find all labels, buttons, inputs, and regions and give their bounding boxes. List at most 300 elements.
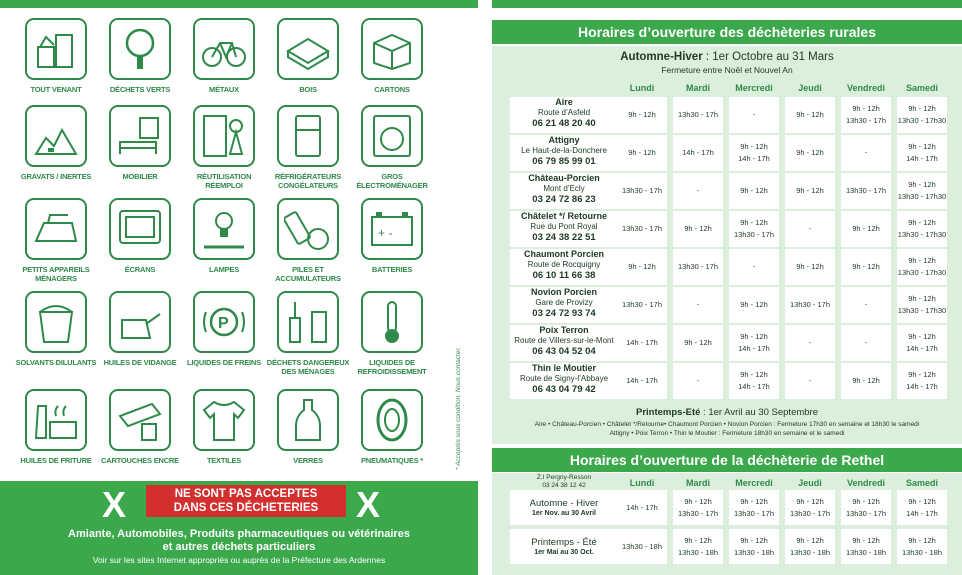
time-slot-line: 9h - 12h (908, 256, 936, 265)
waste-category (98, 198, 182, 274)
spring-note-2: Attigny • Poix Terron • Thin le Moutier : Fermeture 18h30 en semaine et le samedi (609, 430, 845, 437)
time-slot-line: 9h - 12h (852, 224, 880, 233)
time-slot-line: 9h - 12h (796, 535, 824, 545)
time-slot (673, 363, 723, 399)
waste-category (14, 198, 98, 283)
waste-category-label: BOIS (299, 85, 317, 94)
waste-category-label: GROS ÉLECTROMÉNAGER (356, 172, 428, 190)
time-slot-line: 9h - 12h (628, 110, 656, 119)
time-slot-line: 13h30 - 17h (733, 508, 775, 518)
time-slot-line: 9h - 12h (740, 300, 768, 309)
day-header: Mercredi (735, 83, 773, 93)
waste-category (350, 18, 434, 94)
time-slot-line: 13h30 - 17h (789, 300, 831, 309)
rethel-time-slot (729, 529, 779, 564)
time-slot (841, 173, 891, 209)
waste-category (182, 105, 266, 190)
brake-fluid-icon (193, 291, 255, 353)
time-slot-line: - (696, 300, 700, 309)
cabinet-doll-icon (193, 105, 255, 167)
batteries-icon (277, 198, 339, 260)
waste-category (350, 291, 434, 376)
waste-category-label: TEXTILES (206, 456, 242, 465)
time-slot (785, 325, 835, 361)
time-slot-line: 9h - 12h (796, 186, 824, 195)
site-name: Poix Terron (539, 325, 589, 335)
time-slot-line: 9h - 12h (796, 110, 824, 119)
not-accepted-title-line1: NE SONT PAS ACCEPTES (174, 488, 318, 500)
time-slot-line: 14h - 17h (906, 382, 938, 391)
site-phone: 06 79 85 99 01 (532, 155, 596, 167)
rethel-time-slot (841, 529, 891, 564)
time-slot-line: - (808, 224, 812, 233)
time-slot-line: 14h - 17h (626, 376, 658, 385)
waste-category (98, 291, 182, 367)
time-slot-line: 14h - 17h (738, 344, 770, 353)
rethel-time-slot (729, 490, 779, 525)
time-slot (897, 97, 947, 133)
time-slot-line: 9h - 12h (852, 496, 880, 506)
tire-icon (361, 389, 423, 451)
pallet-icon (277, 18, 339, 80)
time-slot-line: - (864, 300, 868, 309)
site-phone: 06 43 04 52 04 (532, 345, 596, 357)
time-slot-line: 13h30 - 17h (845, 116, 887, 125)
site-cell (510, 325, 618, 361)
time-slot-line: 9h - 12h (740, 535, 768, 545)
frying-oil-icon (25, 389, 87, 451)
season-title (492, 51, 962, 63)
accepted-waste-page (0, 0, 478, 575)
site-name: Aire (555, 97, 573, 107)
waste-category (182, 198, 266, 274)
time-slot-line: 13h30 - 17h30 (897, 268, 947, 277)
site-addr: Route de Villers-sur-le-Mont (514, 336, 614, 345)
waste-category-label: MÉTAUX (209, 85, 239, 94)
time-slot (841, 287, 891, 323)
time-slot-line: 14h - 17h (738, 154, 770, 163)
time-slot-line: - (808, 376, 812, 385)
rethel-address: Z.I Pergny-Resson (536, 474, 592, 481)
site-addr: Route de Rocquigny (527, 260, 601, 269)
waste-category-label: RÉFRIGÉRATEURS CONGÉLATEURS (274, 172, 342, 190)
spring-note-1: Aire • Château-Porcien • Châtelet */Retourne• Chaumont Porcien • Novion Porcien : Fermeture 17h30 en semaine et 18h30 le samedi (534, 421, 920, 428)
car-battery-icon (361, 198, 423, 260)
time-slot (673, 249, 723, 285)
ink-cartridge-icon (109, 389, 171, 451)
rethel-day-header: Lundi (629, 478, 655, 488)
closure-note: Fermeture entre Noël et Nouvel An (661, 65, 793, 75)
site-phone: 03 24 72 86 23 (532, 193, 596, 205)
time-slot-line: 9h - 12h (796, 262, 824, 271)
not-accepted-title-line2: DANS CES DÉCHETERIES (173, 502, 319, 514)
oil-can-icon (109, 291, 171, 353)
season-name: Automne-Hiver (620, 51, 703, 63)
spring-dates: : 1er Avril au 30 Septembre (700, 407, 818, 418)
time-slot-line: - (696, 186, 700, 195)
time-slot (673, 173, 723, 209)
site-addr: Rue du Pont Royal (530, 222, 598, 231)
time-slot (673, 287, 723, 323)
furniture-pile-icon (25, 18, 87, 80)
time-slot (841, 249, 891, 285)
time-slot-line: 13h30 - 17h (621, 224, 663, 233)
time-slot (841, 363, 891, 399)
time-slot-line: 9h - 12h (740, 496, 768, 506)
time-slot-line: 14h - 17h (682, 148, 714, 157)
time-slot (617, 363, 667, 399)
waste-category-label: MOBILIER (122, 172, 158, 181)
waste-category-label: LIQUIDES DE REFROIDISSEMENT (357, 358, 427, 376)
site-addr: Gare de Provizy (535, 298, 593, 307)
time-slot-line: 13h30 - 17h (845, 508, 887, 518)
not-accepted-title (146, 485, 346, 517)
rethel-panel (492, 473, 962, 575)
waste-category-label: BATTERIES (371, 265, 413, 274)
time-slot-line: 14h - 17h (906, 508, 938, 518)
time-slot (673, 325, 723, 361)
time-slot-line: 9h - 12h (908, 218, 936, 227)
time-slot-line: 13h30 - 17h (733, 230, 775, 239)
bottle-icon (277, 389, 339, 451)
site-name: Chaumont Porcien (523, 249, 604, 259)
time-slot-line: 13h30 - 18h (733, 547, 775, 557)
time-slot-line: 9h - 12h (684, 496, 712, 506)
waste-category (266, 105, 350, 190)
rethel-day-header: Mercredi (735, 478, 773, 488)
time-slot-line: 14h - 17h (906, 344, 938, 353)
time-slot (729, 363, 779, 399)
day-header: Mardi (685, 83, 710, 93)
cross-right-icon: X (356, 484, 381, 525)
time-slot-line: 9h - 12h (908, 496, 936, 506)
site-addr: Le Haut-de-la-Donchere (521, 146, 607, 155)
time-slot-line: 13h30 - 18h (901, 547, 943, 557)
site-phone: 06 43 04 79 42 (532, 383, 596, 395)
time-slot (673, 97, 723, 133)
waste-category (182, 291, 266, 367)
waste-category-label: CARTONS (374, 85, 410, 94)
waste-category-label: LIQUIDES DE FREINS (187, 358, 261, 367)
prefecture-note: Voir sur les sites Internet appropriés ou auprès de la Préfecture des Ardennes (92, 555, 386, 565)
bed-drawers-icon (109, 105, 171, 167)
time-slot-line: 9h - 12h (684, 535, 712, 545)
rethel-time-slot (785, 529, 835, 564)
site-phone: 03 24 72 93 74 (532, 307, 596, 319)
rethel-season-cell (510, 490, 618, 525)
tshirt-icon (193, 389, 255, 451)
time-slot-line: 13h30 - 17h (621, 300, 663, 309)
rethel-season-period: 1er Mai au 30 Oct. (534, 548, 594, 556)
time-slot (785, 287, 835, 323)
waste-category-label: GRAVATS / INERTES (20, 172, 92, 181)
waste-category-label: DÉCHETS VERTS (109, 85, 171, 94)
rethel-time-slot (673, 490, 723, 525)
time-slot-line: 9h - 12h (908, 370, 936, 379)
lamp-icon (193, 198, 255, 260)
rethel-time-slot (897, 529, 947, 564)
svg-text:P: P (218, 315, 229, 332)
time-slot-line: 9h - 12h (796, 148, 824, 157)
paint-bucket-icon (25, 291, 87, 353)
time-slot-line: 9h - 12h (740, 218, 768, 227)
time-slot-line: 9h - 12h (740, 370, 768, 379)
not-accepted-line2: et autres déchets particuliers (162, 541, 316, 553)
time-slot-line: - (864, 338, 868, 347)
time-slot (729, 249, 779, 285)
waste-category-label: RÉUTILISATION RÉEMPLOI (196, 172, 252, 190)
site-name: Attigny (548, 135, 580, 145)
rethel-time-slot (673, 529, 723, 564)
time-slot (617, 287, 667, 323)
time-slot (729, 173, 779, 209)
waste-category (98, 389, 182, 465)
rethel-header: Horaires d’ouverture de la déchèterie de Rethel (492, 448, 962, 472)
time-slot (897, 287, 947, 323)
rural-panel (492, 46, 962, 444)
fridge-icon (277, 105, 339, 167)
rethel-phone: 03 24 38 12 42 (542, 482, 586, 489)
tree-icon (109, 18, 171, 80)
washing-machine-icon (361, 105, 423, 167)
waste-category (182, 389, 266, 465)
time-slot-line: 13h30 - 18h (789, 547, 831, 557)
rethel-day-header: Mardi (685, 478, 710, 488)
time-slot (785, 97, 835, 133)
waste-category (350, 105, 434, 190)
waste-category (98, 18, 182, 94)
season-dates: : 1er Octobre au 31 Mars (702, 51, 834, 63)
waste-category (14, 291, 98, 367)
waste-category-label: PNEUMATIQUES * (360, 456, 424, 465)
rethel-day-header: Jeudi (798, 478, 822, 488)
time-slot-line: 13h30 - 17h30 (897, 306, 947, 315)
time-slot (897, 135, 947, 171)
time-slot-line: 13h30 - 17h (677, 262, 719, 271)
waste-category (14, 389, 98, 465)
time-slot (897, 173, 947, 209)
rethel-time-slot (897, 490, 947, 525)
waste-category-label: DÉCHETS DANGEREUX DES MÉNAGES (266, 358, 350, 376)
time-slot-line: - (696, 376, 700, 385)
waste-category (182, 18, 266, 94)
rethel-season-name: Printemps - Été (531, 536, 597, 548)
time-slot (785, 249, 835, 285)
waste-category (14, 18, 98, 94)
time-slot-line: 9h - 12h (684, 224, 712, 233)
waste-category (350, 198, 434, 274)
time-slot (617, 173, 667, 209)
rubble-icon (25, 105, 87, 167)
thermometer-icon (361, 291, 423, 353)
time-slot (897, 325, 947, 361)
waste-category-label: PILES ET ACCUMULATEURS (275, 265, 341, 283)
top-green-bar (0, 0, 478, 8)
time-slot (841, 135, 891, 171)
rethel-day-header: Samedi (905, 478, 938, 488)
time-slot-line: 14h - 17h (626, 338, 658, 347)
not-accepted-line1: Amiante, Automobiles, Produits pharmaceutiques ou vétérinaires (68, 528, 410, 540)
waste-category (350, 389, 434, 465)
time-slot (897, 363, 947, 399)
time-slot-line: 9h - 12h (740, 142, 768, 151)
time-slot (785, 363, 835, 399)
cross-left-icon: X (102, 484, 127, 525)
site-cell (510, 287, 618, 323)
time-slot (673, 135, 723, 171)
waste-category (266, 198, 350, 283)
rethel-time-slot (617, 490, 667, 525)
waste-category-label: CARTOUCHES ENCRE (101, 456, 179, 465)
time-slot (841, 97, 891, 133)
time-slot-line: 9h - 12h (796, 496, 824, 506)
time-slot (617, 211, 667, 247)
time-slot-line: 9h - 12h (908, 104, 936, 113)
waste-category-label: LAMPES (208, 265, 240, 274)
rethel-site (510, 474, 618, 490)
site-phone: 06 10 11 66 38 (532, 269, 596, 281)
site-name: Château-Porcien (528, 173, 600, 183)
rethel-season-name: Automne - Hiver (529, 497, 599, 509)
rethel-season-period: 1er Nov. au 30 Avril (532, 509, 596, 517)
bicycle-icon (193, 18, 255, 80)
site-addr: Route d’Asfeld (537, 108, 591, 117)
time-slot-line: 13h30 - 17h30 (897, 230, 947, 239)
site-cell (510, 211, 618, 247)
site-name: Novion Porcien (530, 287, 597, 297)
waste-category-label: PETITS APPAREILS MÉNAGERS (22, 265, 90, 283)
waste-category (14, 105, 98, 181)
day-header: Jeudi (798, 83, 822, 93)
time-slot-line: 14h - 17h (626, 502, 658, 512)
time-slot-line: 14h - 17h (738, 382, 770, 391)
time-slot-line: - (752, 110, 756, 119)
time-slot (841, 325, 891, 361)
time-slot-line: 9h - 12h (684, 338, 712, 347)
time-slot-line: 13h30 - 17h (845, 186, 887, 195)
time-slot-line: 13h30 - 17h (621, 186, 663, 195)
not-accepted-banner (0, 481, 478, 575)
time-slot-line: 13h30 - 18h (621, 541, 663, 551)
time-slot-line: 13h30 - 17h30 (897, 192, 947, 201)
time-slot (729, 135, 779, 171)
time-slot-line: 9h - 12h (852, 262, 880, 271)
cardboard-box-icon (361, 18, 423, 80)
rural-header: Horaires d’ouverture des déchèteries rurales (492, 20, 962, 44)
waste-category-label: SOLVANTS DILULANTS (15, 358, 97, 367)
svg-text:+ -: + - (378, 226, 393, 240)
screen-icon (109, 198, 171, 260)
site-name: Thin le Moutier (532, 363, 596, 373)
waste-category (266, 18, 350, 94)
time-slot (785, 135, 835, 171)
time-slot-line: 9h - 12h (852, 376, 880, 385)
time-slot (617, 135, 667, 171)
waste-category-label: ÉCRANS (124, 265, 156, 274)
site-cell (510, 173, 618, 209)
time-slot-line: - (808, 338, 812, 347)
rethel-day-header: Vendredi (846, 478, 885, 488)
time-slot-line: 9h - 12h (740, 186, 768, 195)
opening-hours-page (492, 0, 962, 575)
rethel-time-slot (841, 490, 891, 525)
rethel-season-cell (510, 529, 618, 564)
waste-category-label: HUILES DE VIDANGE (103, 358, 177, 367)
time-slot-line: 13h30 - 17h (789, 508, 831, 518)
time-slot (897, 211, 947, 247)
waste-category-label: HUILES DE FRITURE (20, 456, 92, 465)
day-header: Lundi (629, 83, 655, 93)
time-slot (617, 325, 667, 361)
site-phone: 06 21 48 20 40 (532, 117, 596, 129)
time-slot-line: 13h30 - 18h (677, 547, 719, 557)
time-slot (785, 211, 835, 247)
waste-category (98, 105, 182, 181)
time-slot (785, 173, 835, 209)
site-cell (510, 249, 618, 285)
spring-name: Printemps-Eté (636, 407, 701, 418)
time-slot (841, 211, 891, 247)
time-slot-line: 9h - 12h (908, 332, 936, 341)
time-slot-line: 9h - 12h (908, 294, 936, 303)
time-slot (729, 211, 779, 247)
time-slot (729, 97, 779, 133)
time-slot-line: 9h - 12h (908, 180, 936, 189)
site-phone: 03 24 38 22 51 (532, 231, 596, 243)
time-slot-line: 9h - 12h (628, 148, 656, 157)
time-slot (617, 249, 667, 285)
time-slot (729, 325, 779, 361)
time-slot-line: 9h - 12h (908, 142, 936, 151)
site-addr: Mont d’Ecly (543, 184, 585, 193)
time-slot-line: 13h30 - 17h (677, 110, 719, 119)
day-header: Vendredi (846, 83, 885, 93)
iron-icon (25, 198, 87, 260)
site-cell (510, 97, 618, 133)
time-slot-line: - (864, 148, 868, 157)
time-slot-line: 9h - 12h (908, 535, 936, 545)
spray-brush-icon (277, 291, 339, 353)
side-note: * Acceptés sous condition. Nous contacter. (455, 346, 462, 470)
day-header: Samedi (905, 83, 938, 93)
time-slot-line: 9h - 12h (852, 535, 880, 545)
time-slot-line: 13h30 - 17h (677, 508, 719, 518)
rethel-time-slot (617, 529, 667, 564)
waste-category-label: VERRES (293, 456, 323, 465)
spring-title (492, 407, 962, 418)
site-addr: Route de Signy-l’Abbaye (519, 374, 609, 383)
time-slot-line: 9h - 12h (628, 262, 656, 271)
top-green-bar-right (492, 0, 962, 8)
waste-category (266, 389, 350, 465)
time-slot-line: 14h - 17h (906, 154, 938, 163)
time-slot-line: 13h30 - 18h (845, 547, 887, 557)
time-slot (729, 287, 779, 323)
waste-category (266, 291, 350, 376)
time-slot-line: 9h - 12h (852, 104, 880, 113)
time-slot-line: 9h - 12h (740, 332, 768, 341)
site-cell (510, 135, 618, 171)
time-slot (617, 97, 667, 133)
site-name: Châtelet */ Retourne (520, 211, 607, 221)
time-slot (897, 249, 947, 285)
waste-category-label: TOUT VENANT (30, 85, 82, 94)
time-slot-line: 13h30 - 17h30 (897, 116, 947, 125)
site-cell (510, 363, 618, 399)
rethel-time-slot (785, 490, 835, 525)
time-slot-line: - (752, 262, 756, 271)
not-accepted-list (0, 528, 478, 554)
